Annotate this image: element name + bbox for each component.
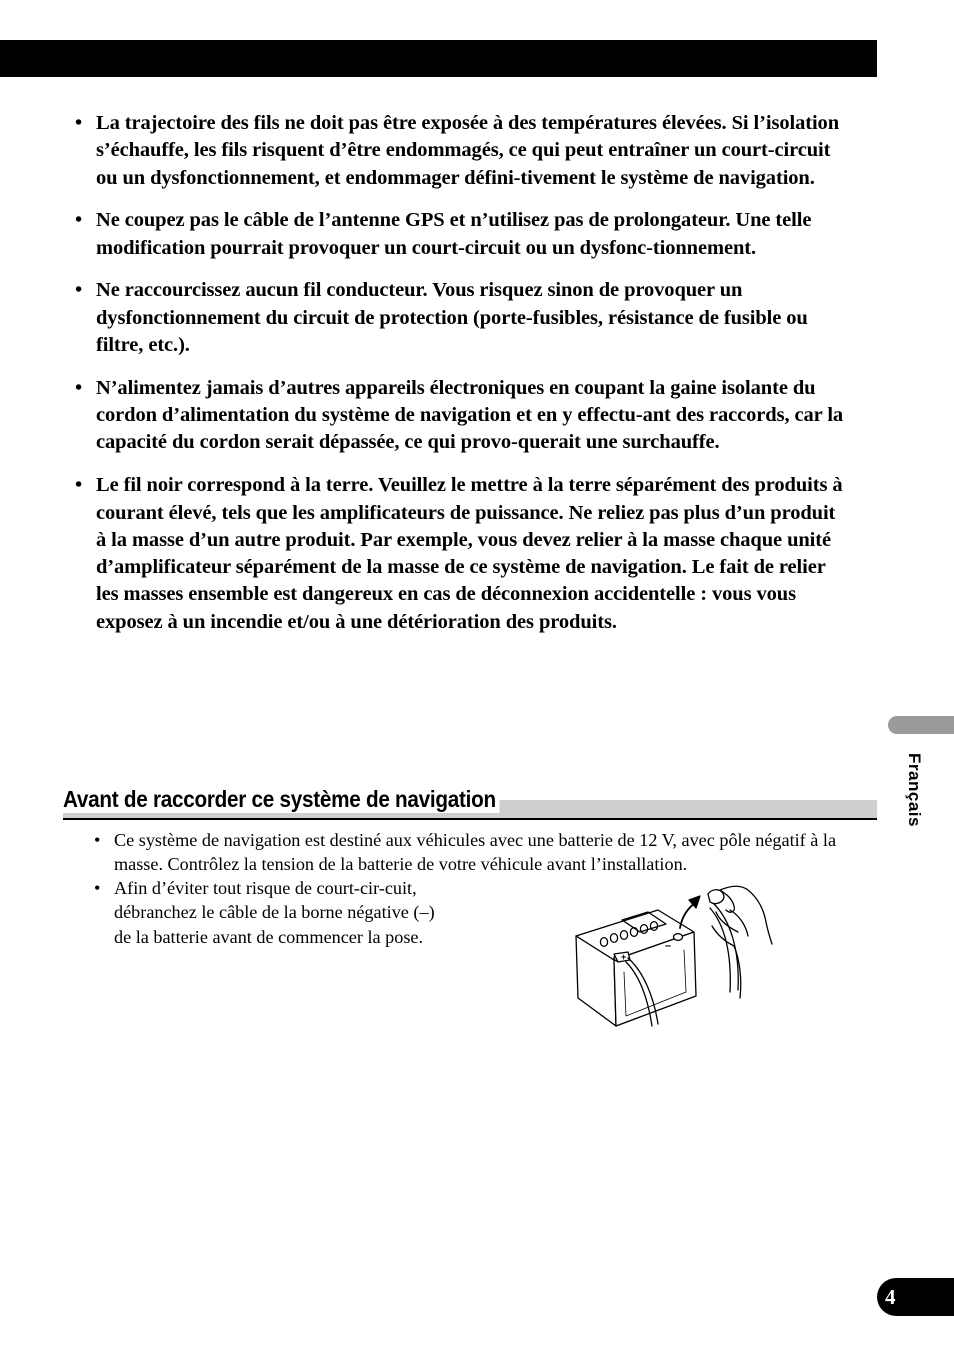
warning-item xyxy=(75,110,845,192)
warning-text: Ne raccourcissez aucun fil conducteur. Vous risquez sinon de provoquer un dysfonctionnement du circuit de protection (porte-fusibles, résistance de fusible ou filtre, etc.). xyxy=(96,279,808,357)
warning-text: Ne coupez pas le câble de l’antenne GPS et n’utilisez pas de prolongateur. Une telle modification pourrait provoquer un court-circuit ou un dysfonc-tionnement. xyxy=(96,209,812,259)
header-bar xyxy=(0,40,877,77)
page-number: 4 xyxy=(877,1278,954,1316)
info-text: Ce système de navigation est destiné aux véhicules avec une batterie de 12 V, avec pôle négatif à la masse. Contrôlez la tension de la batterie de votre véhicule avant l’installation. xyxy=(114,830,837,875)
bullet-icon: • xyxy=(75,112,83,134)
warning-text: N’alimentez jamais d’autres appareils électroniques en coupant la gaine isolante du cordon d’alimentation du système de navigation et en y effectu-ant des raccords, car la capacité du cordon serait dépassée, ce qui provo-querait une surchauffe. xyxy=(96,376,844,454)
bullet-icon: • xyxy=(75,474,83,497)
minus-sign: – xyxy=(665,940,672,952)
warning-text: La trajectoire des fils ne doit pas être exposée à des températures élevées. Si l’isolation s’échauffe, les fils risquent d’être endommagés, ce qui peut entraîner un court-circuit ou un dysfonctionnement, et endommager défini-tivement le système de navigation. xyxy=(96,112,839,189)
bullet-icon: • xyxy=(75,279,83,302)
section-header xyxy=(63,784,877,822)
warning-text: Le fil noir correspond à la terre. Veuillez le mettre à la terre séparément des produits à courant élevé, tels que les amplificateurs de puissance. Ne reliez pas plus d’un produit à la masse d’un autre produit. Par exemple, vous devez relier à la masse chaque unité d’amplificateur séparément de la masse de ce système de navigation. Le fait de relier les masses ensemble est dangereux en cas de déconnexion accidentelle : vous vous exposez à un incendie et/ou à une détérioration des produits. xyxy=(96,474,843,633)
section-header-rule xyxy=(63,818,877,820)
side-language-label: Français xyxy=(905,753,924,827)
warning-list xyxy=(75,110,845,652)
info-item xyxy=(94,828,874,877)
battery-disconnect-illustration xyxy=(570,880,780,1032)
info-text: Afin d’éviter tout risque de court-cir-cuit, débranchez le câble de la borne négative (–) de la batterie avant de commencer la pose. xyxy=(114,878,435,947)
bullet-icon: • xyxy=(94,878,101,898)
warning-item xyxy=(75,277,845,359)
bullet-icon: • xyxy=(75,209,83,232)
warning-item xyxy=(75,207,845,262)
side-language-tab xyxy=(888,716,954,734)
info-item xyxy=(94,876,454,949)
bullet-icon: • xyxy=(94,830,101,850)
bullet-icon: • xyxy=(75,376,83,399)
section-title: Avant de raccorder ce système de navigation xyxy=(63,786,499,813)
warning-item xyxy=(75,375,845,457)
warning-item xyxy=(75,472,845,636)
plus-sign: + xyxy=(621,952,627,962)
